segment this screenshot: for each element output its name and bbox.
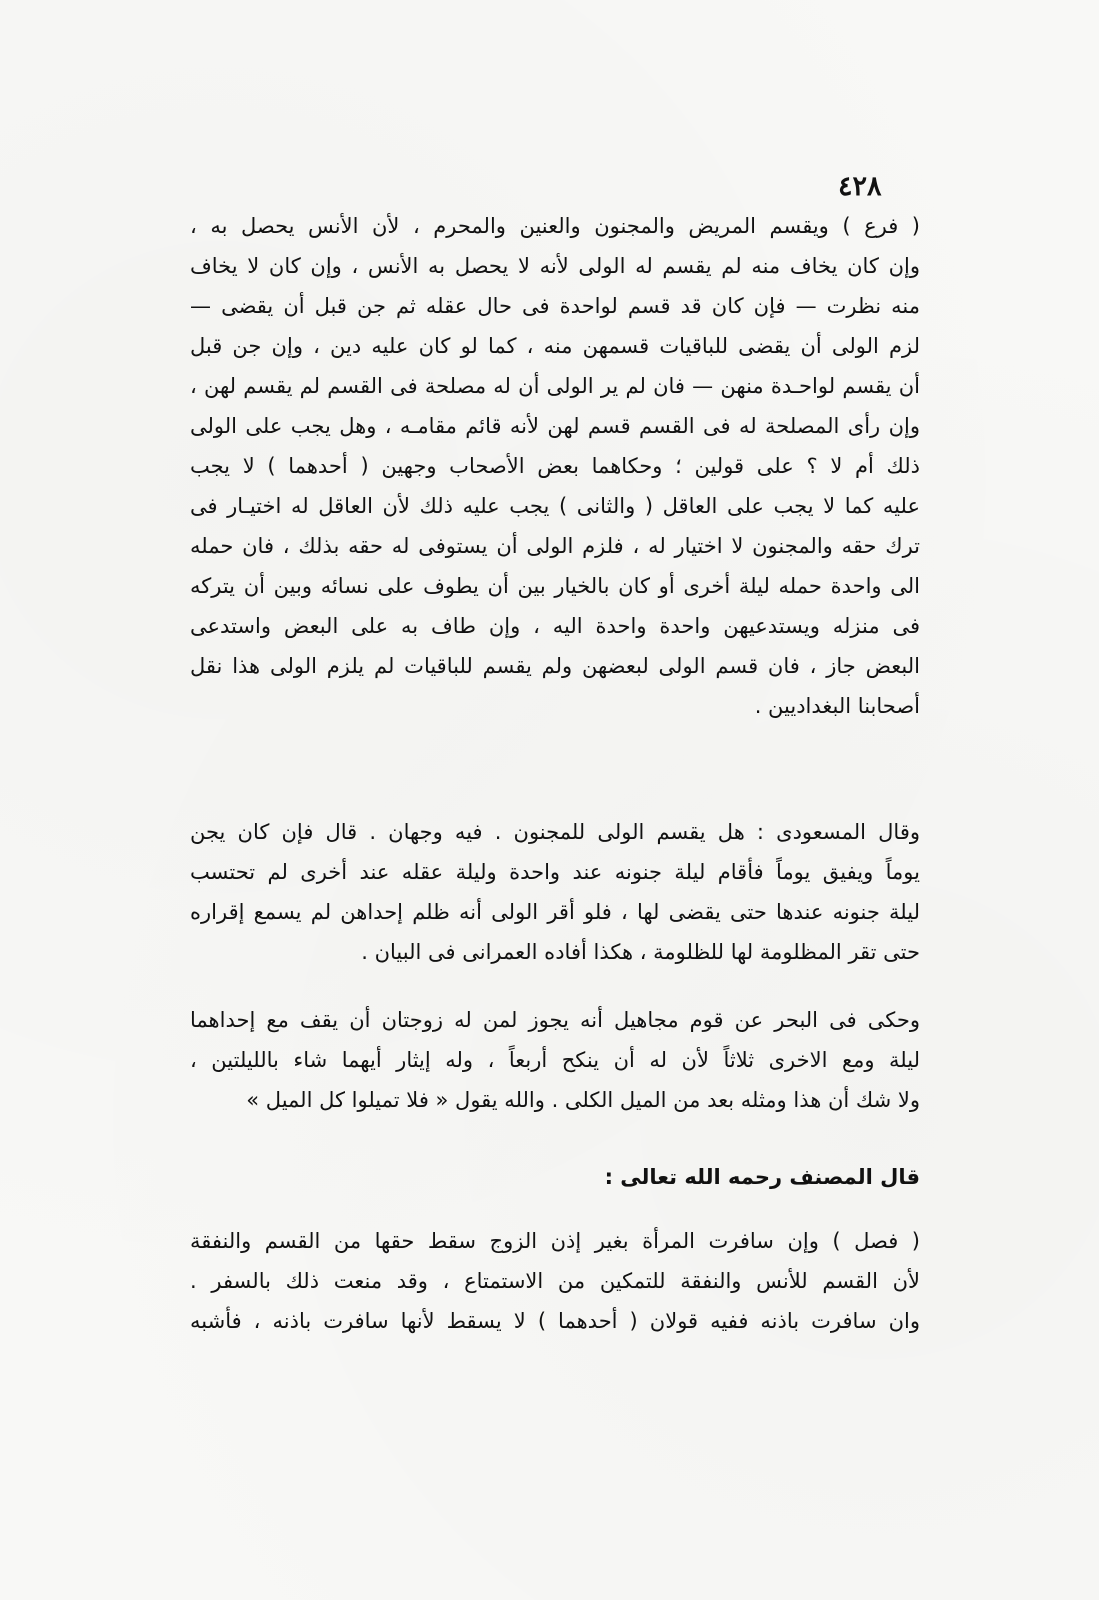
text-line: ولا شك أن هذا ومثله بعد من الميل الكلى . والله يقول « فلا تميلوا كل الميل »	[246, 1088, 920, 1112]
text-line: ( فصل ) وإن سافرت المرأة بغير إذن الزوج سقط حقها من القسم والنفقة	[190, 1229, 920, 1253]
text-line: عليه كما لا يجب على العاقل ( والثانى ) يجب عليه ذلك لأن العاقل له اختيـار فى	[190, 494, 920, 518]
text-line: وان سافرت باذنه ففيه قولان ( أحدهما ) لا يسقط لأنها سافرت باذنه ، فأشبه	[190, 1309, 920, 1333]
paragraph-3	[190, 1000, 920, 1120]
text-line: ( فرع ) ويقسم المريض والمجنون والعنين والمحرم ، لأن الأنس يحصل به ،	[190, 214, 920, 238]
text-line: وحكى فى البحر عن قوم مجاهيل أنه يجوز لمن له زوجتان أن يقف مع إحداهما	[190, 1008, 920, 1032]
paragraph-2	[190, 812, 920, 972]
text-line: أن يقسم لواحـدة منهن — فان لم ير الولى أن له مصلحة فى القسم لم يقسم لهن ،	[190, 374, 920, 398]
text-line: ترك حقه والمجنون لا اختيار له ، فلزم الولى أن يستوفى له حقه بذلك ، فان حمله	[190, 534, 920, 558]
text-line: يوماً ويفيق يوماً فأقام ليلة جنونه عند واحدة وليلة عقله عند أخرى لم تحتسب	[190, 860, 920, 884]
text-line: وإن رأى المصلحة له فى القسم قسم لهن لأنه قائم مقامـه ، وهل يجب على الولى	[190, 414, 920, 438]
paragraph-1	[190, 206, 920, 726]
text-line: لأن القسم للأنس والنفقة للتمكين من الاستمتاع ، وقد منعت ذلك بالسفر .	[190, 1269, 920, 1293]
section-heading: قال المصنف رحمه الله تعالى :	[604, 1165, 920, 1189]
text-line: لزم الولى أن يقضى للباقيات قسمهن منه ، كما لو كان عليه دين ، وإن جن قبل	[190, 334, 920, 358]
text-line: أصحابنا البغداديين .	[754, 694, 920, 718]
text-line: وقال المسعودى : هل يقسم الولى للمجنون . فيه وجهان . قال فإن كان يجن	[190, 820, 920, 844]
text-line: حتى تقر المظلومة لها للظلومة ، هكذا أفاده العمرانى فى البيان .	[361, 940, 920, 964]
text-line: منه نظرت — فإن كان قد قسم لواحدة فى حال عقله ثم جن قبل أن يقضى —	[190, 294, 920, 318]
text-line: ذلك أم لا ؟ على قولين ؛ وحكاهما بعض الأصحاب وجهين ( أحدهما ) لا يجب	[190, 454, 920, 478]
text-line: ليلة ومع الاخرى ثلاثاً لأن له أن ينكح أربعاً ، وله إيثار أيهما شاء بالليلتين ،	[190, 1048, 920, 1072]
text-line: فى منزله ويستدعيهن واحدة واحدة اليه ، وإن طاف به على البعض واستدعى	[190, 614, 920, 638]
paragraph-4	[190, 1221, 920, 1341]
text-line: البعض جاز ، فان قسم الولى لبعضهن ولم يقسم للباقيات لم يلزم الولى هذا نقل	[190, 654, 920, 678]
text-line: وإن كان يخاف منه لم يقسم له الولى لأنه لا يحصل به الأنس ، وإن كان لا يخاف	[190, 254, 920, 278]
page-number: ٤٢٨	[838, 171, 882, 202]
text-line: ليلة جنونه عندها حتى يقضى لها ، فلو أقر الولى أنه ظلم إحداهن لم يسمع إقراره	[190, 900, 920, 924]
text-line: الى واحدة حمله ليلة أخرى أو كان بالخيار بين أن يطوف على نسائه وبين أن يتركه	[190, 574, 920, 598]
